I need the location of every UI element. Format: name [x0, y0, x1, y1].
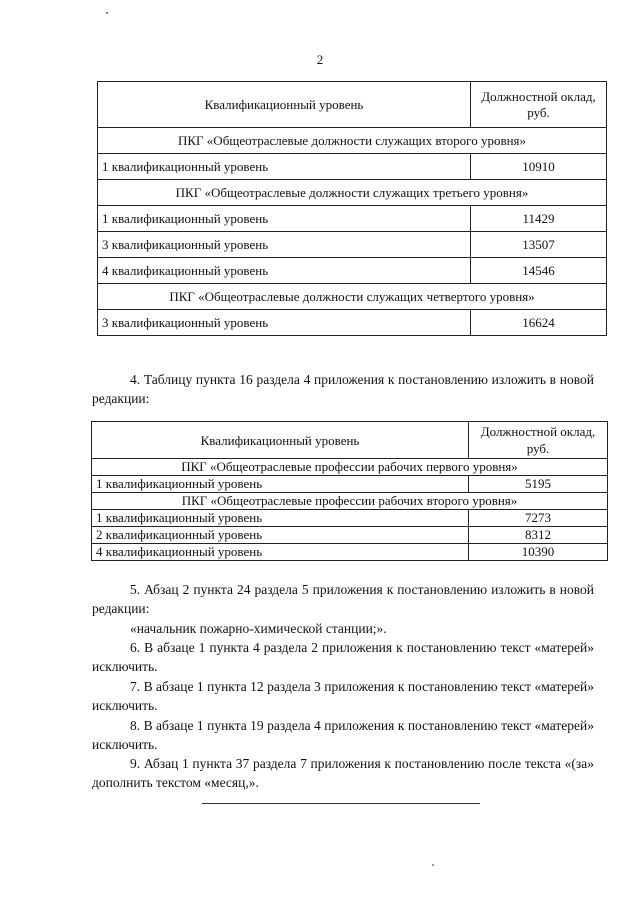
table-header-row	[98, 82, 607, 128]
paragraph-9: 9. Абзац 1 пункта 37 раздела 7 приложения к постановлению после текста «(за» дополнить текстом «месяц,».	[92, 756, 594, 790]
table-row	[92, 510, 608, 527]
salary-table-1	[97, 81, 607, 336]
salary-cell: 16624	[471, 310, 607, 336]
group-row	[98, 180, 607, 206]
header-salary: Должностной оклад, руб.	[471, 82, 607, 128]
table-header-row	[92, 422, 608, 459]
group-title: ПКГ «Общеотраслевые профессии рабочих второго уровня»	[92, 493, 608, 510]
paragraph-8: 8. В абзаце 1 пункта 19 раздела 4 приложения к постановлению текст «матерей» исключить.	[92, 718, 594, 752]
salary-cell: 7273	[469, 510, 608, 527]
group-row	[98, 128, 607, 154]
salary-table-2	[91, 421, 608, 561]
salary-cell: 10910	[471, 154, 607, 180]
salary-cell: 10390	[469, 544, 608, 561]
table-row	[98, 232, 607, 258]
salary-cell: 8312	[469, 527, 608, 544]
table-row	[92, 476, 608, 493]
level-cell: 1 квалификационный уровень	[92, 510, 469, 527]
page-number: 2	[316, 52, 324, 67]
paragraph-5: 5. Абзац 2 пункта 24 раздела 5 приложения к постановлению изложить в новой редакции:	[92, 582, 594, 616]
group-title: ПКГ «Общеотраслевые должности служащих третьего уровня»	[98, 180, 607, 206]
group-title: ПКГ «Общеотраслевые профессии рабочих первого уровня»	[92, 459, 608, 476]
scan-speck	[106, 12, 108, 14]
salary-cell: 13507	[471, 232, 607, 258]
level-cell: 1 квалификационный уровень	[98, 206, 471, 232]
table-row	[92, 544, 608, 561]
level-cell: 4 квалификационный уровень	[98, 258, 471, 284]
table-row	[98, 154, 607, 180]
level-cell: 2 квалификационный уровень	[92, 527, 469, 544]
level-cell: 1 квалификационный уровень	[92, 476, 469, 493]
salary-cell: 11429	[471, 206, 607, 232]
header-level: Квалификационный уровень	[98, 82, 471, 128]
group-title: ПКГ «Общеотраслевые должности служащих второго уровня»	[98, 128, 607, 154]
salary-cell: 5195	[469, 476, 608, 493]
header-salary: Должностной оклад, руб.	[469, 422, 608, 459]
level-cell: 3 квалификационный уровень	[98, 232, 471, 258]
group-title: ПКГ «Общеотраслевые должности служащих четвертого уровня»	[98, 284, 607, 310]
level-cell: 4 квалификационный уровень	[92, 544, 469, 561]
paragraph-6: 6. В абзаце 1 пункта 4 раздела 2 приложения к постановлению текст «матерей» исключить.	[92, 640, 594, 674]
table-row	[92, 527, 608, 544]
level-cell: 1 квалификационный уровень	[98, 154, 471, 180]
table-row	[98, 206, 607, 232]
salary-cell: 14546	[471, 258, 607, 284]
table-row	[98, 310, 607, 336]
end-divider	[202, 803, 480, 804]
paragraph-4: 4. Таблицу пункта 16 раздела 4 приложения к постановлению изложить в новой редакции:	[92, 372, 594, 406]
table-row	[98, 258, 607, 284]
scan-speck	[432, 864, 434, 866]
level-cell: 3 квалификационный уровень	[98, 310, 471, 336]
group-row	[92, 459, 608, 476]
paragraph-5-quote: «начальник пожарно-химической станции;».	[130, 621, 387, 636]
group-row	[92, 493, 608, 510]
header-level: Квалификационный уровень	[92, 422, 469, 459]
paragraph-7: 7. В абзаце 1 пункта 12 раздела 3 приложения к постановлению текст «матерей» исключить.	[92, 679, 594, 713]
group-row	[98, 284, 607, 310]
